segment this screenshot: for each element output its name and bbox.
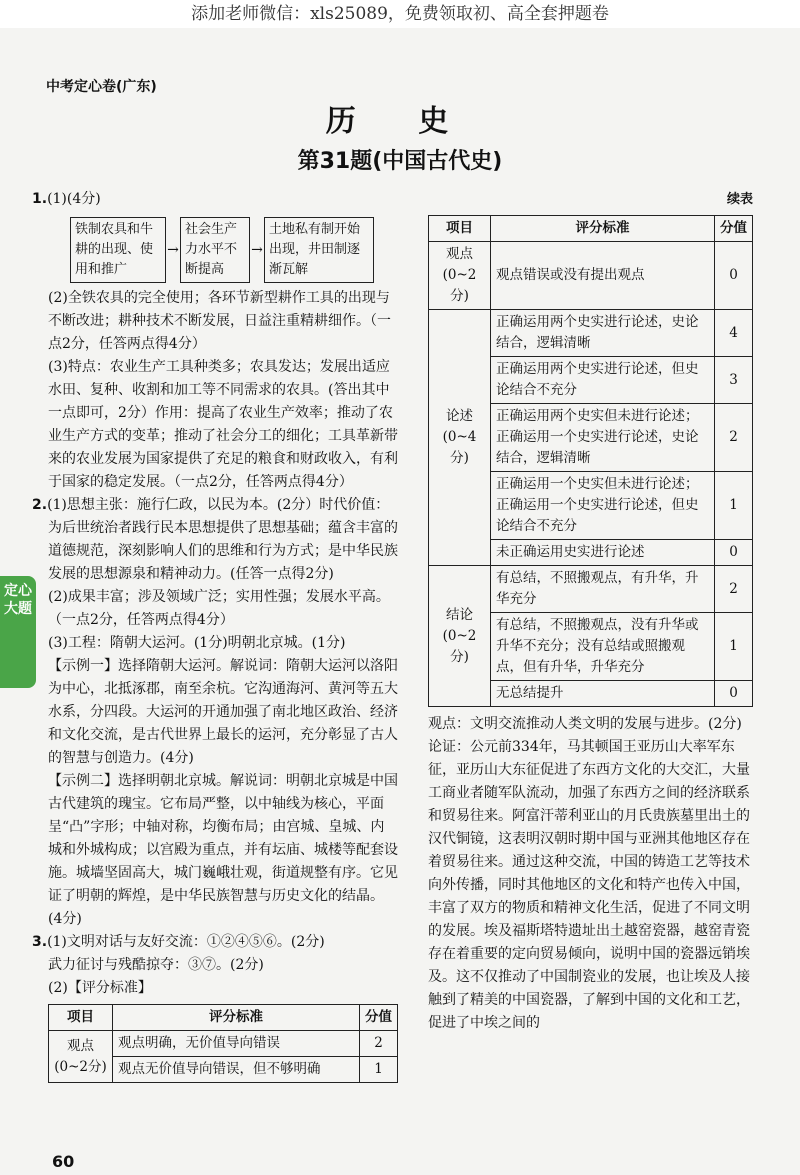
arrow-right-icon: → (251, 241, 263, 258)
argument-text: 论证：公元前334年，马其顿国王亚历山大率军东征，亚历山大东征促进了东西方文化的大交汇，大量工商业者随军队流动，加强了东西方之间的经济联系和贸易往来。阿富汗蒂利亚山的月氏贵族墓里出土的汉代铜镜，这表明汉朝时期中国与亚洲其他地区存在着贸易往来。通过这种交流，中国的铸造工艺等技术向外传播，同时其他地区的文化和特产也传入中国，丰富了双方的物质和精神文化生活，促进了不同文明的发展。埃及福斯塔特遗址出土越窑瓷器，越窑青瓷存在着重要的定向贸易倾向，说明中国的瓷器远销埃及。这不仅推动了中国制瓷业的发展，也让埃及人接触到了精美的中国瓷器，了解到中国的文化和工艺，促进了中埃之间的 (428, 739, 750, 1031)
item-cell: 论述(0~4分) (429, 310, 491, 566)
continued-label: 续表 (726, 192, 753, 207)
criteria-cell: 正确运用两个史实但未进行论述；正确运用一个史实进行论述，史论结合，逻辑清晰 (491, 404, 715, 472)
q2-example2: 【示例二】选择明朝北京城。解说词：明朝北京城是中国古代建筑的瑰宝。它布局严整，以中轴线为核心，平面呈“凸”字形；中轴对称，均衡布局；由宫城、皇城、内城和外城构成；以宫殿为重点，并有坛庙、城楼等配套设施。城墙坚固高大，城门巍峨壮观，街道规整有序。它见证了明朝的辉煌，是中华民族智慧与历史文化的结晶。(4分) (48, 773, 398, 927)
table-row (429, 310, 753, 357)
score-cell: 2 (360, 1031, 398, 1057)
criteria-cell: 观点错误或没有提出观点 (491, 242, 715, 310)
page-title: 历 史 (325, 104, 475, 139)
score-cell: 2 (715, 404, 753, 472)
question-number: 1. (32, 191, 48, 207)
q2-example1: 【示例一】选择隋朝大运河。解说词：隋朝大运河以洛阳为中心，北抵涿郡，南至余杭。它沟通海河、黄河等五大水系，分四段。大运河的开通加强了南北地区政治、经济和文化交流，是古代世界上最长的运河，充分彰显了古人的智慧与创造力。(4分) (48, 658, 398, 766)
criteria-cell: 有总结，不照搬观点，有升华，升华充分 (491, 566, 715, 613)
scoring-table (48, 1004, 398, 1083)
score-cell: 4 (715, 310, 753, 357)
flow-box-3: 土地私有制开始出现，井田制逐渐瓦解 (264, 217, 374, 283)
col-header: 分值 (715, 216, 753, 242)
question-2 (32, 494, 398, 931)
q2-part2: (2)成果丰富；涉及领域广泛；实用性强；发展水平高。（一点2分，任答两点得4分） (48, 589, 390, 628)
page-subtitle: 第31题(中国古代史) (297, 149, 503, 174)
score-cell: 1 (715, 472, 753, 540)
q3-part2: (2)【评分标准】 (48, 980, 152, 996)
col-header: 分值 (360, 1005, 398, 1031)
q3-part1: (1)文明对话与友好交流：①②④⑤⑥。(2分) (47, 934, 325, 950)
criteria-cell: 无总结提升 (491, 681, 715, 707)
table-row (429, 566, 753, 613)
q2-part3: (3)工程：隋朝大运河。(1分)明朝北京城。(1分) (48, 635, 346, 651)
criteria-cell: 正确运用一个史实但未进行论述；正确运用一个史实进行论述，但史论结合不充分 (491, 472, 715, 540)
criteria-cell: 未正确运用史实进行论述 (491, 540, 715, 566)
col-header: 项目 (429, 216, 491, 242)
q1-part1: (1)(4分) (47, 191, 101, 207)
criteria-cell: 观点无价值导向错误，但不够明确 (113, 1057, 360, 1083)
q1-part3: (3)特点：农业生产工具种类多；农具发达；发展出适应水田、复种、收割和加工等不同需求的农具。(答出其中一点即可，2分）作用：提高了农业生产效率；推动了农业生产方式的变革；推动了社会分工的细化；工具革新带来的农业发展为国家提供了充足的粮食和财政收入，有利于国家的稳定发展。（一点2分，任答两点得4分） (48, 359, 398, 490)
score-cell: 1 (715, 613, 753, 681)
criteria-cell: 观点明确，无价值导向错误 (113, 1031, 360, 1057)
criteria-cell: 正确运用两个史实进行论述，但史论结合不充分 (491, 357, 715, 404)
right-column (428, 188, 753, 1035)
col-header: 评分标准 (113, 1005, 360, 1031)
q2-part1: (1)思想主张：施行仁政，以民为本。(2分）时代价值：为后世统治者践行民本思想提供了思想基础；蕴含丰富的道德规范，深刻影响人们的思维和行为方式；是中华民族发展的思想源泉和精神动力。(任答一点得2分) (47, 497, 398, 582)
col-header: 评分标准 (491, 216, 715, 242)
score-cell: 2 (715, 566, 753, 613)
side-tab: 定心大题 (0, 576, 36, 688)
running-header: 中考定心卷(广东) (46, 79, 157, 95)
table-row (429, 242, 753, 310)
item-cell: 结论(0~2分) (429, 566, 491, 707)
table-row (49, 1031, 398, 1057)
q1-part2: (2)全铁农具的完全使用；各环节新型耕作工具的出现与不断改进；耕种技术不断发展，日益注重精耕细作。（一点2分，任答两点得4分） (48, 290, 391, 352)
item-cell: 观点(0~2分) (429, 242, 491, 310)
viewpoint-text: 观点：文明交流推动人类文明的发展与进步。(2分) (428, 716, 742, 732)
score-cell: 3 (715, 357, 753, 404)
flow-box-2: 社会生产力水平不断提高 (180, 217, 250, 283)
score-cell: 0 (715, 681, 753, 707)
q3-part1b: 武力征讨与残酷掠夺：③⑦。(2分) (48, 957, 264, 973)
promo-banner: 添加老师微信：xls25089，免费领取初、高全套押题卷 (0, 0, 800, 28)
left-column (32, 188, 398, 1083)
flowchart (70, 217, 398, 283)
item-cell: 观点(0~2分) (49, 1031, 113, 1083)
criteria-cell: 有总结，不照搬观点，没有升华或升华不充分；没有总结或照搬观点，但有升华，升华充分 (491, 613, 715, 681)
score-cell: 1 (360, 1057, 398, 1083)
question-3 (32, 931, 398, 1083)
arrow-right-icon: → (167, 241, 179, 258)
criteria-cell: 正确运用两个史实进行论述，史论结合，逻辑清晰 (491, 310, 715, 357)
question-1 (32, 188, 398, 494)
page-number: 60 (52, 1152, 75, 1171)
page (0, 28, 800, 1175)
question-number: 3. (32, 934, 48, 950)
score-cell: 0 (715, 540, 753, 566)
question-number: 2. (32, 497, 48, 513)
flow-box-1: 铁制农具和牛耕的出现、使用和推广 (70, 217, 166, 283)
score-cell: 0 (715, 242, 753, 310)
col-header: 项目 (49, 1005, 113, 1031)
scoring-table-continued (428, 215, 753, 707)
